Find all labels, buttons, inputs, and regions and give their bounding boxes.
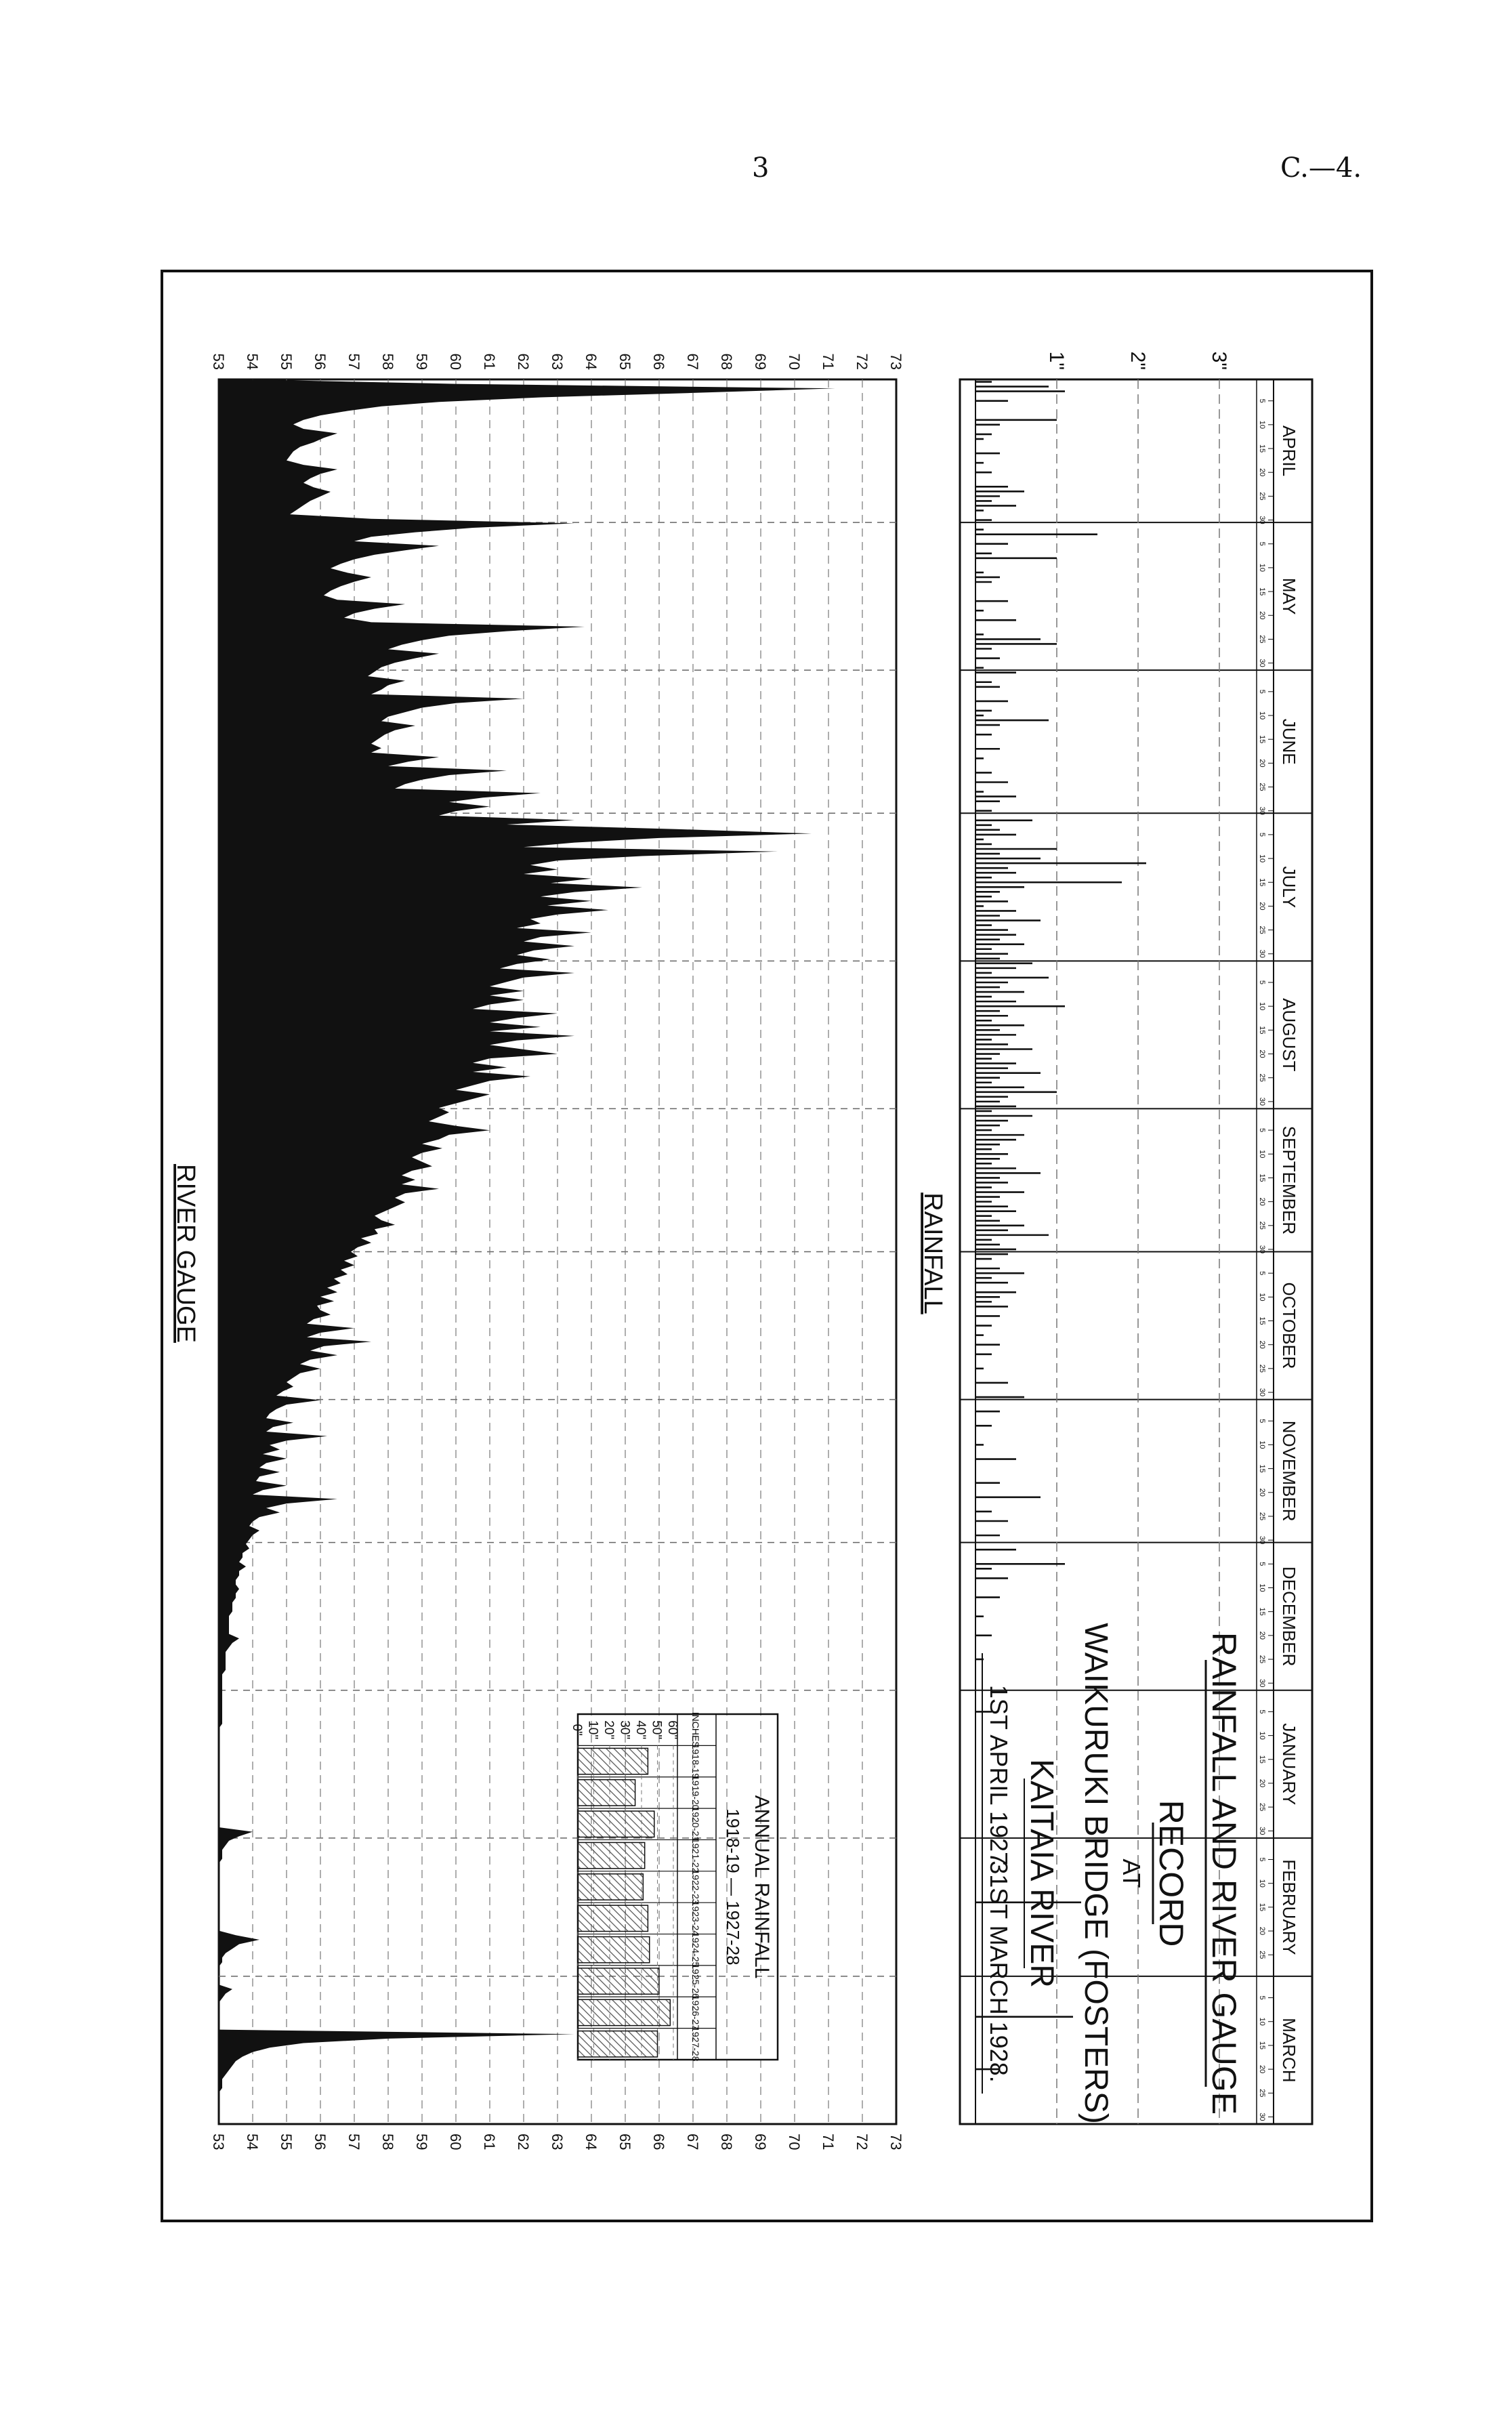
- day-tick-label: 10: [1258, 420, 1266, 429]
- day-tick-label: 20: [1258, 611, 1266, 620]
- day-tick-label: 5: [1258, 689, 1266, 694]
- period-start: 1ST APRIL 1927: [985, 1684, 1013, 1866]
- river-y-tick-left: 58: [379, 353, 396, 370]
- day-tick-label: 5: [1258, 398, 1266, 403]
- river-y-tick-right: 56: [312, 2134, 329, 2150]
- river-y-tick-left: 53: [210, 353, 227, 370]
- river-y-tick-right: 54: [244, 2134, 261, 2150]
- river-y-tick-left: 64: [583, 353, 600, 370]
- day-tick-label: 20: [1258, 759, 1266, 768]
- month-label: JANUARY: [1279, 1723, 1299, 1806]
- annual-bar: [578, 1748, 648, 1774]
- day-tick-label: 5: [1258, 1995, 1266, 2000]
- day-tick-label: 25: [1258, 2089, 1266, 2098]
- river-y-tick-right: 59: [413, 2134, 430, 2150]
- title-line-1: RAINFALL AND RIVER GAUGE: [1205, 1631, 1243, 2115]
- river-y-tick-left: 73: [887, 353, 904, 370]
- annual-category-label: 1927-28: [690, 2026, 701, 2062]
- annual-unit-label: INCHES: [690, 1711, 701, 1748]
- river-y-tick-right: 64: [583, 2134, 600, 2150]
- page-reference: C.—4.: [1280, 152, 1362, 184]
- day-tick-label: 5: [1258, 1419, 1266, 1423]
- day-tick-label: 20: [1258, 1631, 1266, 1640]
- day-tick-label: 5: [1258, 1857, 1266, 1862]
- river-y-tick-left: 65: [616, 353, 633, 370]
- title-line-2: RECORD: [1152, 1800, 1190, 1947]
- annual-y-tick: 60": [665, 1720, 679, 1740]
- river-y-tick-right: 60: [447, 2134, 464, 2150]
- river-y-tick-right: 72: [854, 2134, 870, 2150]
- annual-y-tick: 30": [617, 1720, 632, 1740]
- rainfall-y-ticks: [1045, 352, 1230, 370]
- river-y-tick-right: 69: [752, 2134, 769, 2150]
- river-y-tick-left: 67: [684, 353, 701, 370]
- month-label: APRIL: [1279, 425, 1299, 477]
- river-y-tick-left: 54: [244, 353, 261, 370]
- river-y-tick-right: 66: [650, 2134, 667, 2150]
- day-tick-label: 15: [1258, 1902, 1266, 1912]
- day-tick-label: 10: [1258, 1440, 1266, 1449]
- annual-subtitle: 1918-19 — 1927-28: [723, 1808, 743, 1966]
- annual-title: ANNUAL RAINFALL: [751, 1795, 773, 1979]
- annual-category-label: 1921-22: [690, 1837, 701, 1873]
- river-y-tick-right: 57: [345, 2134, 362, 2150]
- day-tick-label: 20: [1258, 1926, 1266, 1936]
- month-label: OCTOBER: [1279, 1282, 1299, 1369]
- river-name: KAITAIA RIVER: [1024, 1759, 1059, 1988]
- day-tick-label: 10: [1258, 711, 1266, 720]
- annual-columns: [570, 1712, 716, 2062]
- period-end: 31ST MARCH 1928.: [985, 1860, 1013, 2083]
- month-label: NOVEMBER: [1279, 1420, 1299, 1522]
- annual-y-tick: 50": [649, 1720, 664, 1740]
- day-tick-label: 25: [1258, 1951, 1266, 1959]
- day-tick-label: 25: [1258, 1655, 1266, 1664]
- month-label: JULY: [1279, 866, 1299, 909]
- day-tick-label: 5: [1258, 1271, 1266, 1276]
- day-tick-label: 5: [1258, 1709, 1266, 1714]
- day-tick-label: 10: [1258, 1583, 1266, 1592]
- day-tick-label: 25: [1258, 1364, 1266, 1373]
- title-block: [982, 1623, 1243, 2124]
- annual-bar: [578, 1937, 650, 1963]
- annual-bar: [578, 1999, 670, 2025]
- river-gauge-title: RIVER GAUGE: [171, 1164, 200, 1343]
- river-y-tick-right: 65: [616, 2134, 633, 2150]
- river-y-tick-left: 59: [413, 353, 430, 370]
- annual-category-label: 1923-24: [690, 1900, 701, 1936]
- rainfall-chart: [919, 352, 1312, 2124]
- annual-y-tick: 10": [585, 1720, 600, 1740]
- day-tick-label: 15: [1258, 878, 1266, 887]
- annual-rainfall-inset: [570, 1712, 778, 2062]
- day-tick-label: 10: [1258, 1002, 1266, 1011]
- annual-category-label: 1924-25: [690, 1932, 701, 1968]
- day-tick-label: 10: [1258, 1879, 1266, 1888]
- day-tick-label: 20: [1258, 1488, 1266, 1497]
- day-tick-label: 25: [1258, 783, 1266, 791]
- rotated-figure: [163, 271, 1375, 2222]
- rainfall-y-tick: 1": [1045, 351, 1068, 370]
- month-label: MAY: [1279, 577, 1299, 615]
- figure-canvas: [163, 271, 1375, 2222]
- river-y-tick-right: 67: [684, 2134, 701, 2150]
- day-tick-label: 15: [1258, 2041, 1266, 2050]
- day-tick-label: 30: [1258, 1679, 1266, 1688]
- annual-y-tick: 0": [570, 1724, 584, 1736]
- title-line-3: AT: [1118, 1858, 1146, 1888]
- river-y-tick-left: 56: [312, 353, 329, 370]
- day-tick-label: 30: [1258, 1245, 1266, 1254]
- annual-y-tick: 40": [633, 1720, 648, 1740]
- river-y-tick-left: 55: [278, 353, 295, 370]
- annual-category-label: 1918-19: [690, 1743, 701, 1779]
- day-tick-label: 5: [1258, 832, 1266, 837]
- page-number: 3: [752, 152, 770, 184]
- day-tick-label: 5: [1258, 1128, 1266, 1133]
- river-y-tick-right: 70: [786, 2134, 803, 2150]
- river-y-tick-left: 72: [854, 353, 870, 370]
- river-y-tick-right: 58: [379, 2134, 396, 2150]
- day-tick-label: 20: [1258, 1340, 1266, 1349]
- day-tick-label: 20: [1258, 1197, 1266, 1206]
- day-tick-label: 25: [1258, 492, 1266, 501]
- river-y-tick-right: 63: [549, 2134, 566, 2150]
- annual-category-label: 1919-20: [690, 1775, 701, 1810]
- day-tick-label: 5: [1258, 1562, 1266, 1566]
- day-tick-label: 15: [1258, 1173, 1266, 1182]
- day-tick-label: 15: [1258, 1464, 1266, 1473]
- day-tick-label: 30: [1258, 516, 1266, 524]
- day-tick-label: 30: [1258, 1536, 1266, 1545]
- month-label: MARCH: [1279, 2018, 1299, 2083]
- day-tick-label: 20: [1258, 1049, 1266, 1058]
- annual-bar: [578, 2031, 658, 2057]
- river-y-tick-right: 62: [515, 2134, 532, 2150]
- day-tick-label: 30: [1258, 1388, 1266, 1397]
- day-tick-label: 20: [1258, 1779, 1266, 1788]
- annual-bar: [578, 1780, 635, 1806]
- day-tick-label: 20: [1258, 468, 1266, 477]
- river-y-tick-left: 71: [820, 353, 837, 370]
- day-tick-label: 30: [1258, 2113, 1266, 2121]
- month-label: JUNE: [1279, 718, 1299, 765]
- day-tick-label: 25: [1258, 1073, 1266, 1082]
- day-tick-label: 15: [1258, 1607, 1266, 1616]
- day-tick-label: 10: [1258, 1731, 1266, 1740]
- annual-bar: [578, 1968, 659, 1994]
- annual-y-tick: 20": [602, 1720, 616, 1740]
- day-tick-label: 30: [1258, 806, 1266, 815]
- rainfall-y-tick: 2": [1127, 351, 1149, 370]
- day-tick-label: 10: [1258, 2017, 1266, 2026]
- annual-bar: [578, 1874, 643, 1900]
- river-y-tick-right: 68: [718, 2134, 735, 2150]
- annual-bar: [578, 1905, 648, 1931]
- river-y-tick-right: 73: [887, 2134, 904, 2150]
- annual-bar: [578, 1842, 645, 1868]
- rainfall-y-tick: 3": [1208, 351, 1230, 370]
- river-y-tick-left: 70: [786, 353, 803, 370]
- title-line-4: WAIKURUKI BRIDGE (FOSTERS): [1078, 1623, 1114, 2124]
- river-y-tick-left: 60: [447, 353, 464, 370]
- river-right-ticks: [210, 2134, 904, 2150]
- day-tick-label: 10: [1258, 854, 1266, 863]
- day-tick-label: 30: [1258, 949, 1266, 958]
- day-tick-label: 25: [1258, 635, 1266, 644]
- day-tick-label: 10: [1258, 563, 1266, 573]
- river-y-tick-right: 71: [820, 2134, 837, 2150]
- annual-category-label: 1920-21: [690, 1806, 701, 1842]
- annual-category-label: 1922-23: [690, 1869, 701, 1905]
- day-tick-label: 10: [1258, 1293, 1266, 1302]
- river-y-tick-right: 61: [481, 2134, 498, 2150]
- river-y-tick-left: 69: [752, 353, 769, 370]
- day-tick-label: 5: [1258, 980, 1266, 985]
- day-tick-label: 15: [1258, 587, 1266, 596]
- month-label: SEPTEMBER: [1279, 1125, 1299, 1235]
- river-y-tick-right: 53: [210, 2134, 227, 2150]
- annual-bar: [578, 1811, 654, 1837]
- river-y-tick-left: 62: [515, 353, 532, 370]
- river-gauge-chart: [171, 354, 904, 2150]
- day-tick-label: 15: [1258, 1316, 1266, 1325]
- month-label: DECEMBER: [1279, 1566, 1299, 1667]
- river-y-tick-left: 57: [345, 353, 362, 370]
- day-tick-label: 30: [1258, 1827, 1266, 1835]
- day-tick-label: 25: [1258, 926, 1266, 934]
- river-left-ticks: [210, 354, 904, 370]
- river-y-tick-right: 55: [278, 2134, 295, 2150]
- day-tick-label: 25: [1258, 1512, 1266, 1521]
- day-tick-label: 15: [1258, 444, 1266, 453]
- day-tick-label: 20: [1258, 2064, 1266, 2074]
- month-label: AUGUST: [1279, 998, 1299, 1072]
- river-y-tick-left: 68: [718, 353, 735, 370]
- day-tick-label: 15: [1258, 1755, 1266, 1764]
- day-tick-label: 5: [1258, 541, 1266, 546]
- river-y-tick-left: 66: [650, 353, 667, 370]
- rainfall-month-labels: [1279, 425, 1299, 2083]
- month-label: FEBRUARY: [1279, 1859, 1299, 1955]
- day-tick-label: 10: [1258, 1150, 1266, 1159]
- day-tick-label: 25: [1258, 1221, 1266, 1230]
- rainfall-title: RAINFALL: [919, 1192, 947, 1314]
- day-tick-label: 20: [1258, 902, 1266, 911]
- river-y-tick-left: 63: [549, 353, 566, 370]
- annual-category-label: 1925-26: [690, 1963, 701, 1999]
- day-tick-label: 30: [1258, 659, 1266, 667]
- annual-category-label: 1926-27: [690, 1995, 701, 2031]
- rainfall-day-ticks: [1258, 399, 1274, 2121]
- day-tick-label: 25: [1258, 1803, 1266, 1812]
- day-tick-label: 30: [1258, 1097, 1266, 1106]
- river-y-tick-left: 61: [481, 353, 498, 370]
- day-tick-label: 15: [1258, 735, 1266, 744]
- day-tick-label: 15: [1258, 1026, 1266, 1035]
